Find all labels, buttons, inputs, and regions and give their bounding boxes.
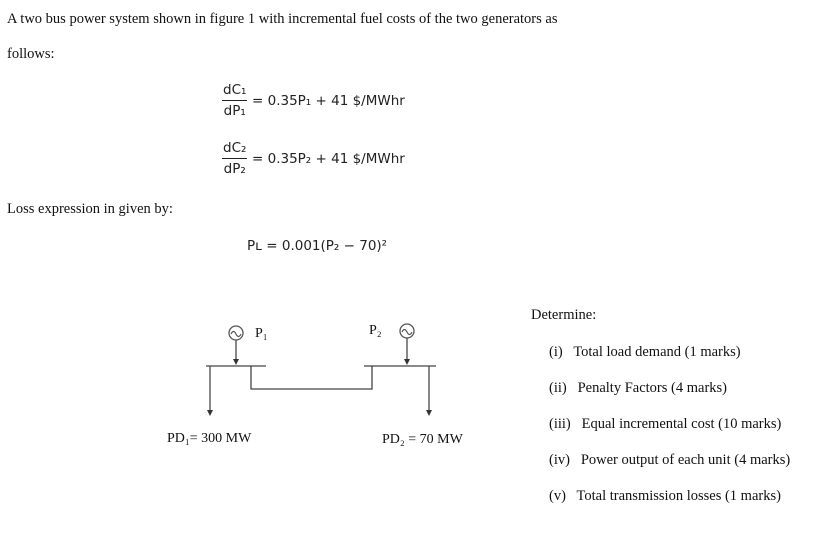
eq1-rhs: = 0.35P₁ + 41 $/MWhr	[252, 93, 405, 109]
eq1-denominator: dP₁	[223, 103, 246, 119]
list-item	[549, 344, 741, 361]
list-item-number: (i)	[549, 344, 563, 360]
list-item-text: Total transmission losses (1 marks)	[576, 488, 781, 504]
load1-label: PD₁= 300 MW	[167, 431, 252, 446]
list-item	[549, 452, 790, 469]
eq2-denominator: dP₂	[223, 161, 246, 177]
list-item-text: Equal incremental cost (10 marks)	[581, 416, 782, 432]
list-item	[549, 416, 781, 433]
load-1-arrow-icon	[207, 366, 213, 416]
list-item-text: Penalty Factors (4 marks)	[577, 380, 727, 396]
list-item-number: (iv)	[549, 452, 570, 468]
list-item-number: (ii)	[549, 380, 567, 396]
list-item-text: Power output of each unit (4 marks)	[580, 452, 791, 468]
list-item-number: (v)	[549, 488, 566, 504]
loss-equation: Pʟ = 0.001(P₂ − 70)²	[247, 238, 388, 254]
loss-label: Loss expression in given by:	[7, 201, 173, 217]
eq2-rhs: = 0.35P₂ + 41 $/MWhr	[252, 151, 405, 167]
generator-1-icon	[229, 326, 243, 365]
list-item-number: (iii)	[549, 416, 571, 432]
gen1-label: P₁	[255, 326, 268, 341]
transmission-line	[251, 366, 372, 389]
generator-2-icon	[400, 324, 414, 365]
list-item	[549, 488, 781, 505]
list-item	[549, 380, 727, 397]
load2-label: PD₂ = 70 MW	[382, 432, 463, 447]
intro-line-1: A two bus power system shown in figure 1 with incremental fuel costs of the two generators as	[7, 11, 558, 27]
intro-line-2: follows:	[7, 46, 55, 62]
eq2-numerator: dC₂	[223, 140, 247, 156]
load-2-arrow-icon	[426, 366, 432, 416]
determine-heading: Determine:	[531, 307, 597, 323]
eq1-numerator: dC₁	[223, 82, 247, 98]
gen2-label: P₂	[369, 323, 382, 338]
list-item-text: Total load demand (1 marks)	[573, 344, 741, 360]
